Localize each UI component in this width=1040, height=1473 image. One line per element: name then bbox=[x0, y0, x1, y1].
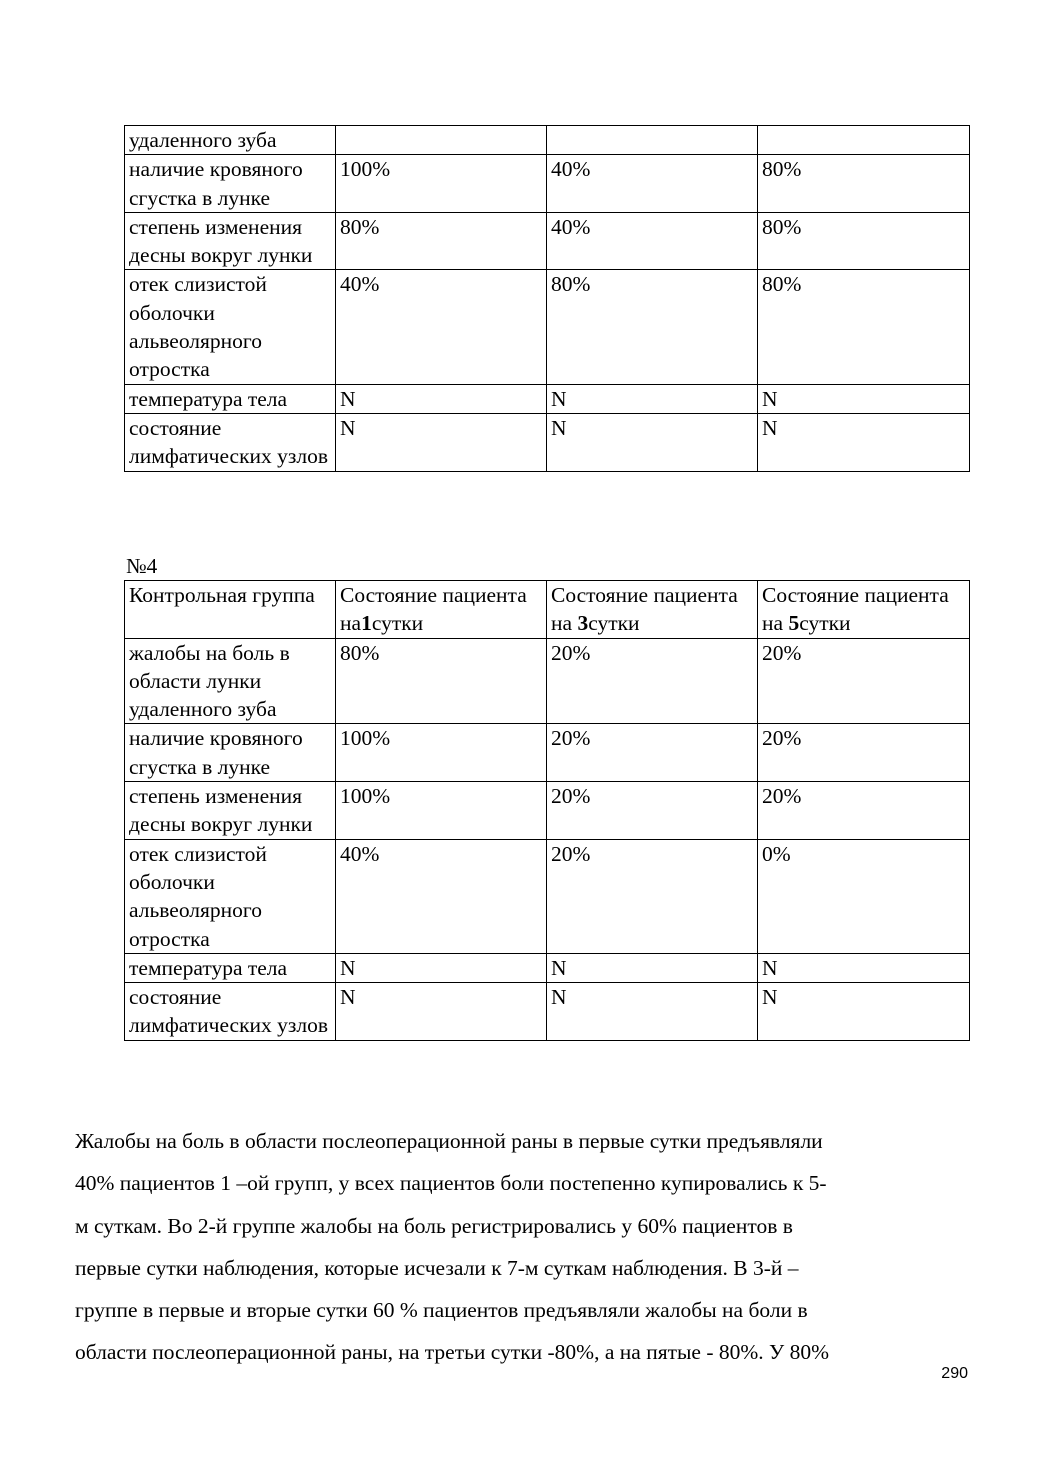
page-number: 290 bbox=[941, 1365, 968, 1382]
table-cell: N bbox=[758, 413, 970, 471]
header-day-number: 3 bbox=[577, 611, 589, 636]
table-row bbox=[125, 638, 970, 724]
table-cell: 80% bbox=[758, 212, 970, 270]
table-cell: N bbox=[336, 953, 547, 982]
table-cell: 20% bbox=[547, 724, 758, 782]
table-cell: 20% bbox=[758, 724, 970, 782]
table-cell: 80% bbox=[547, 270, 758, 384]
table-row bbox=[125, 126, 970, 155]
control-group-table bbox=[124, 580, 970, 1041]
table-cell: 100% bbox=[336, 724, 547, 782]
table-cell: 20% bbox=[547, 839, 758, 953]
text-line: м суткам. Во 2-й группе жалобы на боль регистрировались у 60% пациентов в bbox=[75, 1213, 793, 1238]
table-cell: N bbox=[547, 953, 758, 982]
table-row bbox=[125, 270, 970, 384]
table-cell: температура тела bbox=[125, 384, 336, 413]
table-cell: состояние лимфатических узлов bbox=[125, 413, 336, 471]
text-line: группе в первые и вторые сутки 60 % пациентов предъявляли жалобы на боли в bbox=[75, 1298, 808, 1323]
table-row bbox=[125, 413, 970, 471]
table-row bbox=[125, 953, 970, 982]
text-line: первые сутки наблюдения, которые исчезали к 7-м суткам наблюдения. В 3-й – bbox=[75, 1255, 799, 1280]
header-cell-day3 bbox=[547, 581, 758, 639]
table-header-row bbox=[125, 581, 970, 639]
table-cell bbox=[336, 126, 547, 155]
table-row bbox=[125, 212, 970, 270]
table-cell: N bbox=[547, 413, 758, 471]
table-cell: 100% bbox=[336, 155, 547, 213]
text-line: Жалобы на боль в области послеоперационной раны в первые сутки предъявляли bbox=[75, 1129, 823, 1153]
table-cell: степень изменения десны вокруг лунки bbox=[125, 782, 336, 840]
table-cell: 40% bbox=[336, 270, 547, 384]
table-cell: наличие кровяного сгустка в лунке bbox=[125, 155, 336, 213]
table-cell: 40% bbox=[547, 155, 758, 213]
table-cell: N bbox=[758, 384, 970, 413]
table-cell: N bbox=[758, 983, 970, 1041]
header-cell-group: Контрольная группа bbox=[125, 581, 336, 639]
table-row bbox=[125, 155, 970, 213]
header-cell-day5 bbox=[758, 581, 970, 639]
body-paragraph bbox=[75, 1120, 955, 1374]
table-cell: 80% bbox=[758, 155, 970, 213]
table-cell: отек слизистой оболочки альвеолярного отростка bbox=[125, 270, 336, 384]
header-day-number: 1 bbox=[361, 611, 372, 636]
table-row bbox=[125, 839, 970, 953]
header-text: сутки bbox=[799, 611, 851, 636]
table-cell: N bbox=[336, 983, 547, 1041]
table-cell: наличие кровяного сгустка в лунке bbox=[125, 724, 336, 782]
table-cell: температура тела bbox=[125, 953, 336, 982]
table-cell: состояние лимфатических узлов bbox=[125, 983, 336, 1041]
header-text: сутки bbox=[588, 611, 640, 636]
table-cell: 80% bbox=[336, 212, 547, 270]
table-cell: жалобы на боль в области лунки удаленного зуба bbox=[125, 638, 336, 724]
table-cell: 100% bbox=[336, 782, 547, 840]
text-line: 40% пациентов 1 –ой групп, у всех пациентов боли постепенно купировались к 5- bbox=[75, 1171, 827, 1196]
table-cell: N bbox=[547, 384, 758, 413]
text-line: области послеоперационной раны, на третьи сутки -80%, а на пятые - 80%. У 80% bbox=[75, 1340, 830, 1365]
table-cell: удаленного зуба bbox=[125, 126, 336, 155]
table-cell: 20% bbox=[758, 638, 970, 724]
results-table-continued bbox=[124, 125, 970, 472]
table-row bbox=[125, 724, 970, 782]
table-cell: N bbox=[758, 953, 970, 982]
table-cell: степень изменения десны вокруг лунки bbox=[125, 212, 336, 270]
table-row bbox=[125, 384, 970, 413]
table-cell: N bbox=[547, 983, 758, 1041]
table-cell: N bbox=[336, 384, 547, 413]
table-number-label: №4 bbox=[126, 554, 158, 578]
table-row bbox=[125, 782, 970, 840]
header-text: Состояние пациента на bbox=[551, 583, 738, 636]
table-row bbox=[125, 983, 970, 1041]
table-cell: 80% bbox=[758, 270, 970, 384]
table-cell: 0% bbox=[758, 839, 970, 953]
table-cell: 80% bbox=[336, 638, 547, 724]
header-cell-day1 bbox=[336, 581, 547, 639]
table-cell: 20% bbox=[547, 638, 758, 724]
table-cell: отек слизистой оболочки альвеолярного отростка bbox=[125, 839, 336, 953]
header-text: Состояние пациента на bbox=[762, 583, 949, 636]
header-text: Состояние пациента на bbox=[340, 583, 527, 636]
table-cell: 20% bbox=[547, 782, 758, 840]
header-text: сутки bbox=[371, 611, 424, 636]
table-cell bbox=[547, 126, 758, 155]
table-cell: 40% bbox=[547, 212, 758, 270]
table-cell: 40% bbox=[336, 839, 547, 953]
table-cell bbox=[758, 126, 970, 155]
table-cell: N bbox=[336, 413, 547, 471]
table-cell: 20% bbox=[758, 782, 970, 840]
header-day-number: 5 bbox=[788, 611, 800, 636]
